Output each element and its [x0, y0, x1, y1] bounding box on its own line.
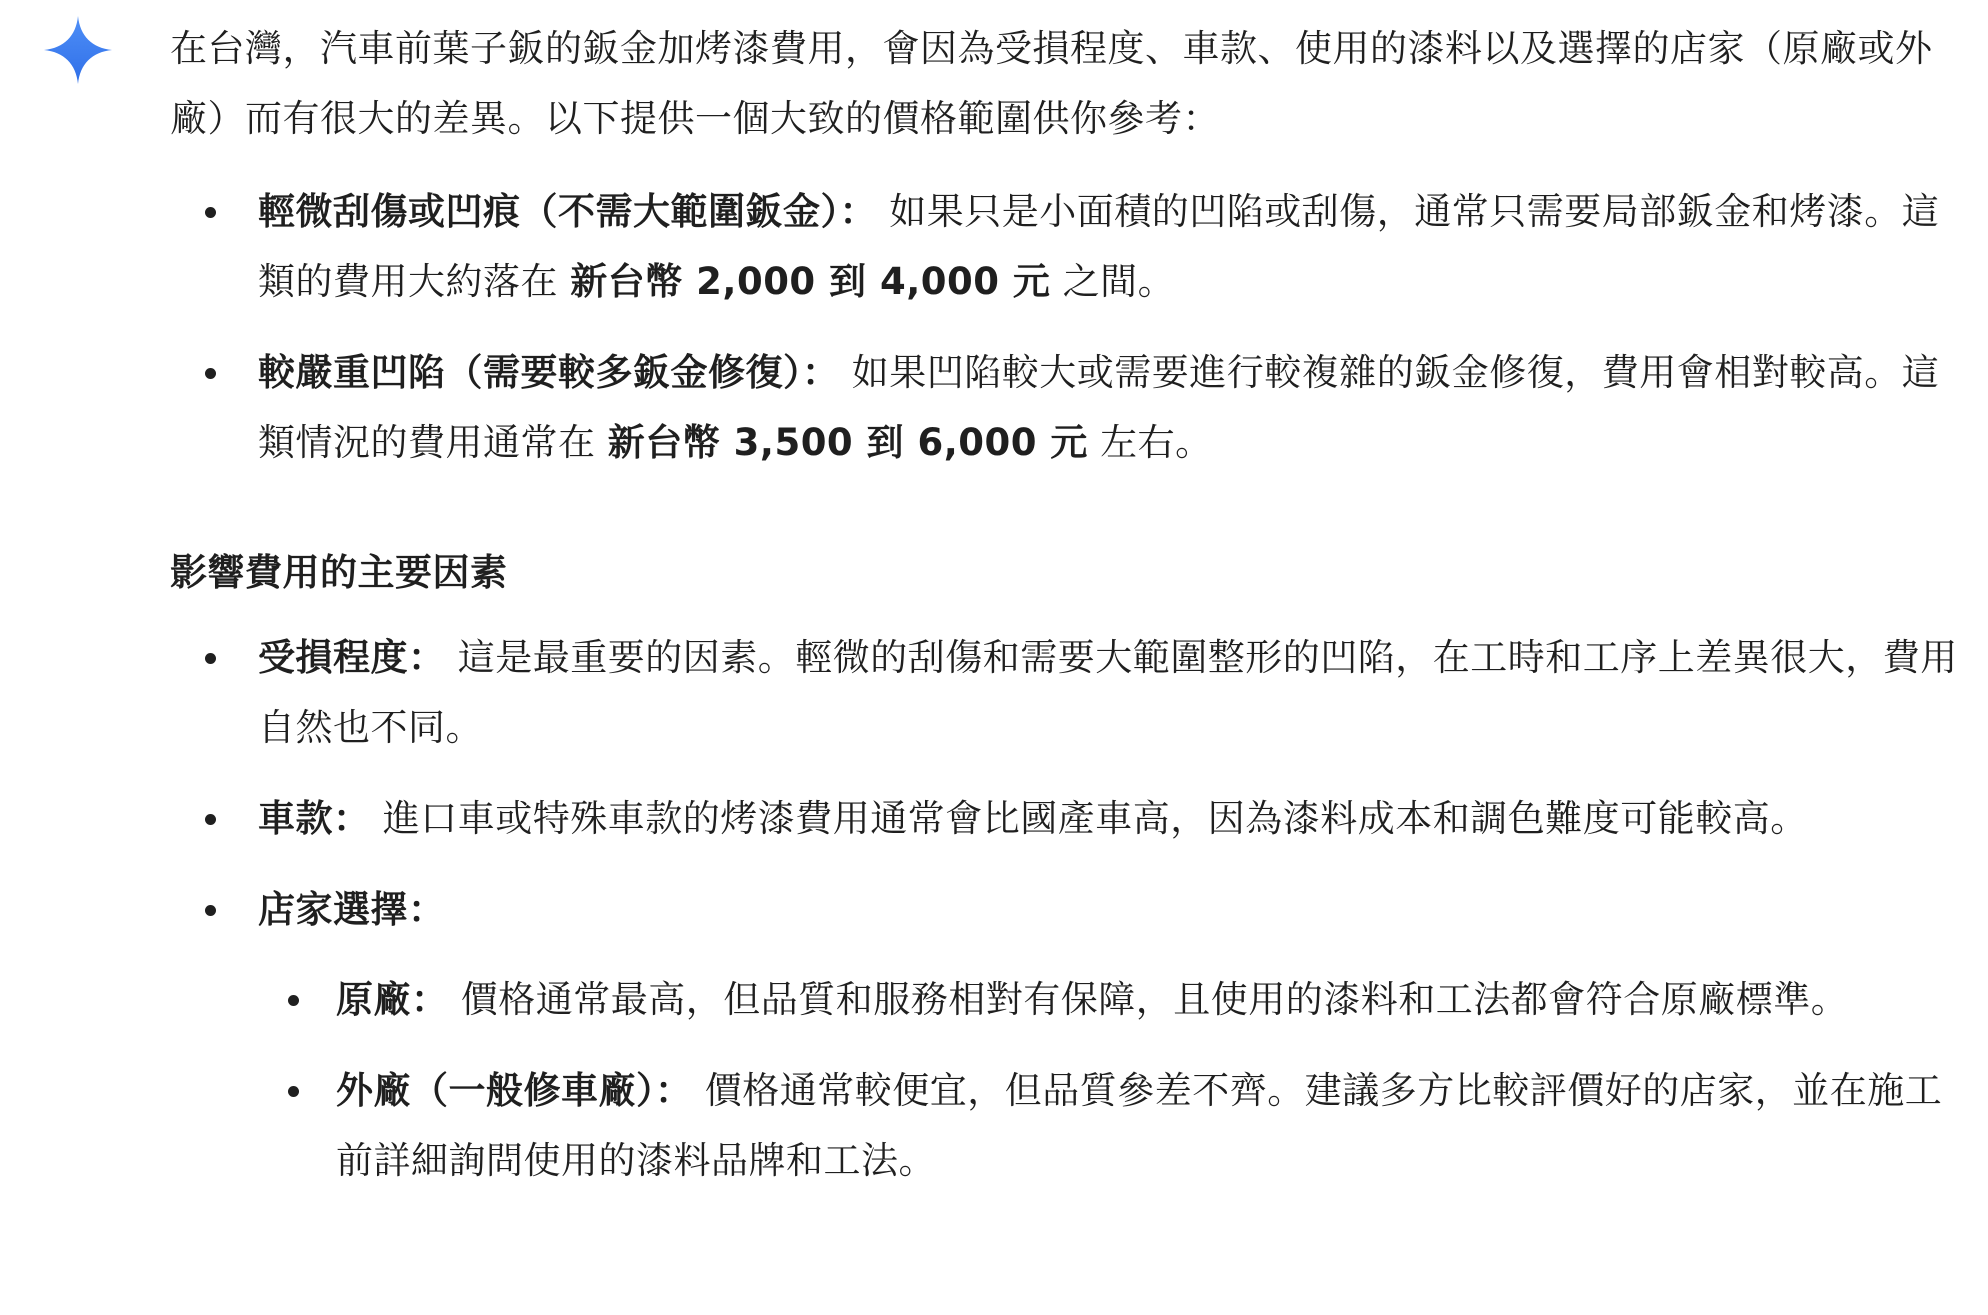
list-item [170, 623, 1960, 763]
list-item [170, 784, 1960, 854]
item-label: 較嚴重凹陷（需要較多鈑金修復）： [258, 351, 840, 394]
list-item [170, 177, 1960, 317]
item-text: 左右。 [1100, 421, 1213, 464]
list-item [170, 338, 1960, 478]
item-text: 價格通常最高，但品質和服務相對有保障，且使用的漆料和工法都會符合原廠標準。 [460, 978, 1849, 1021]
response-body [170, 14, 1960, 1196]
price-range-list [170, 177, 1960, 478]
item-text: 進口車或特殊車款的烤漆費用通常會比國產車高，因為漆料成本和調色難度可能較高。 [382, 797, 1808, 840]
item-text: 之間。 [1062, 260, 1176, 303]
intro-paragraph: 在台灣，汽車前葉子鈑的鈑金加烤漆費用，會因為受損程度、車款、使用的漆料以及選擇的店家（原廠或外廠）而有很大的差異。以下提供一個大致的價格範圍供你參考： [170, 27, 1933, 140]
list-item [170, 875, 1960, 1196]
section-heading: 影響費用的主要因素 [170, 551, 508, 594]
item-label: 店家選擇： [258, 888, 446, 931]
item-text: 這是最重要的因素。輕微的刮傷和需要大範圍整形的凹陷，在工時和工序上差異很大，費用自然也不同。 [258, 636, 1958, 749]
item-label: 受損程度： [258, 636, 446, 679]
shop-choice-sublist [258, 965, 1960, 1196]
price-range: 新台幣 3,500 到 6,000 元 [607, 421, 1088, 464]
item-text: 如果凹陷較大或需要進行較複雜的鈑金修復，費用會相對較高。這類情況的費用通常在 [258, 351, 1940, 464]
gemini-sparkle-icon [44, 16, 112, 84]
sub-list-item [258, 1056, 1960, 1196]
item-label: 車款： [258, 797, 371, 840]
item-text: 如果只是小面積的凹陷或刮傷，通常只需要局部鈑金和烤漆。這類的費用大約落在 [258, 190, 1940, 303]
item-label: 輕微刮傷或凹痕（不需大範圍鈑金）： [258, 190, 877, 233]
sub-list-item [258, 965, 1960, 1035]
item-text: 價格通常較便宜，但品質參差不齊。建議多方比較評價好的店家，並在施工前詳細詢問使用的漆料品牌和工法。 [336, 1069, 1943, 1182]
price-range: 新台幣 2,000 到 4,000 元 [570, 260, 1051, 303]
factors-list [170, 623, 1960, 1196]
item-label: 原廠： [336, 978, 449, 1021]
item-label: 外廠（一般修車廠）： [336, 1069, 693, 1112]
